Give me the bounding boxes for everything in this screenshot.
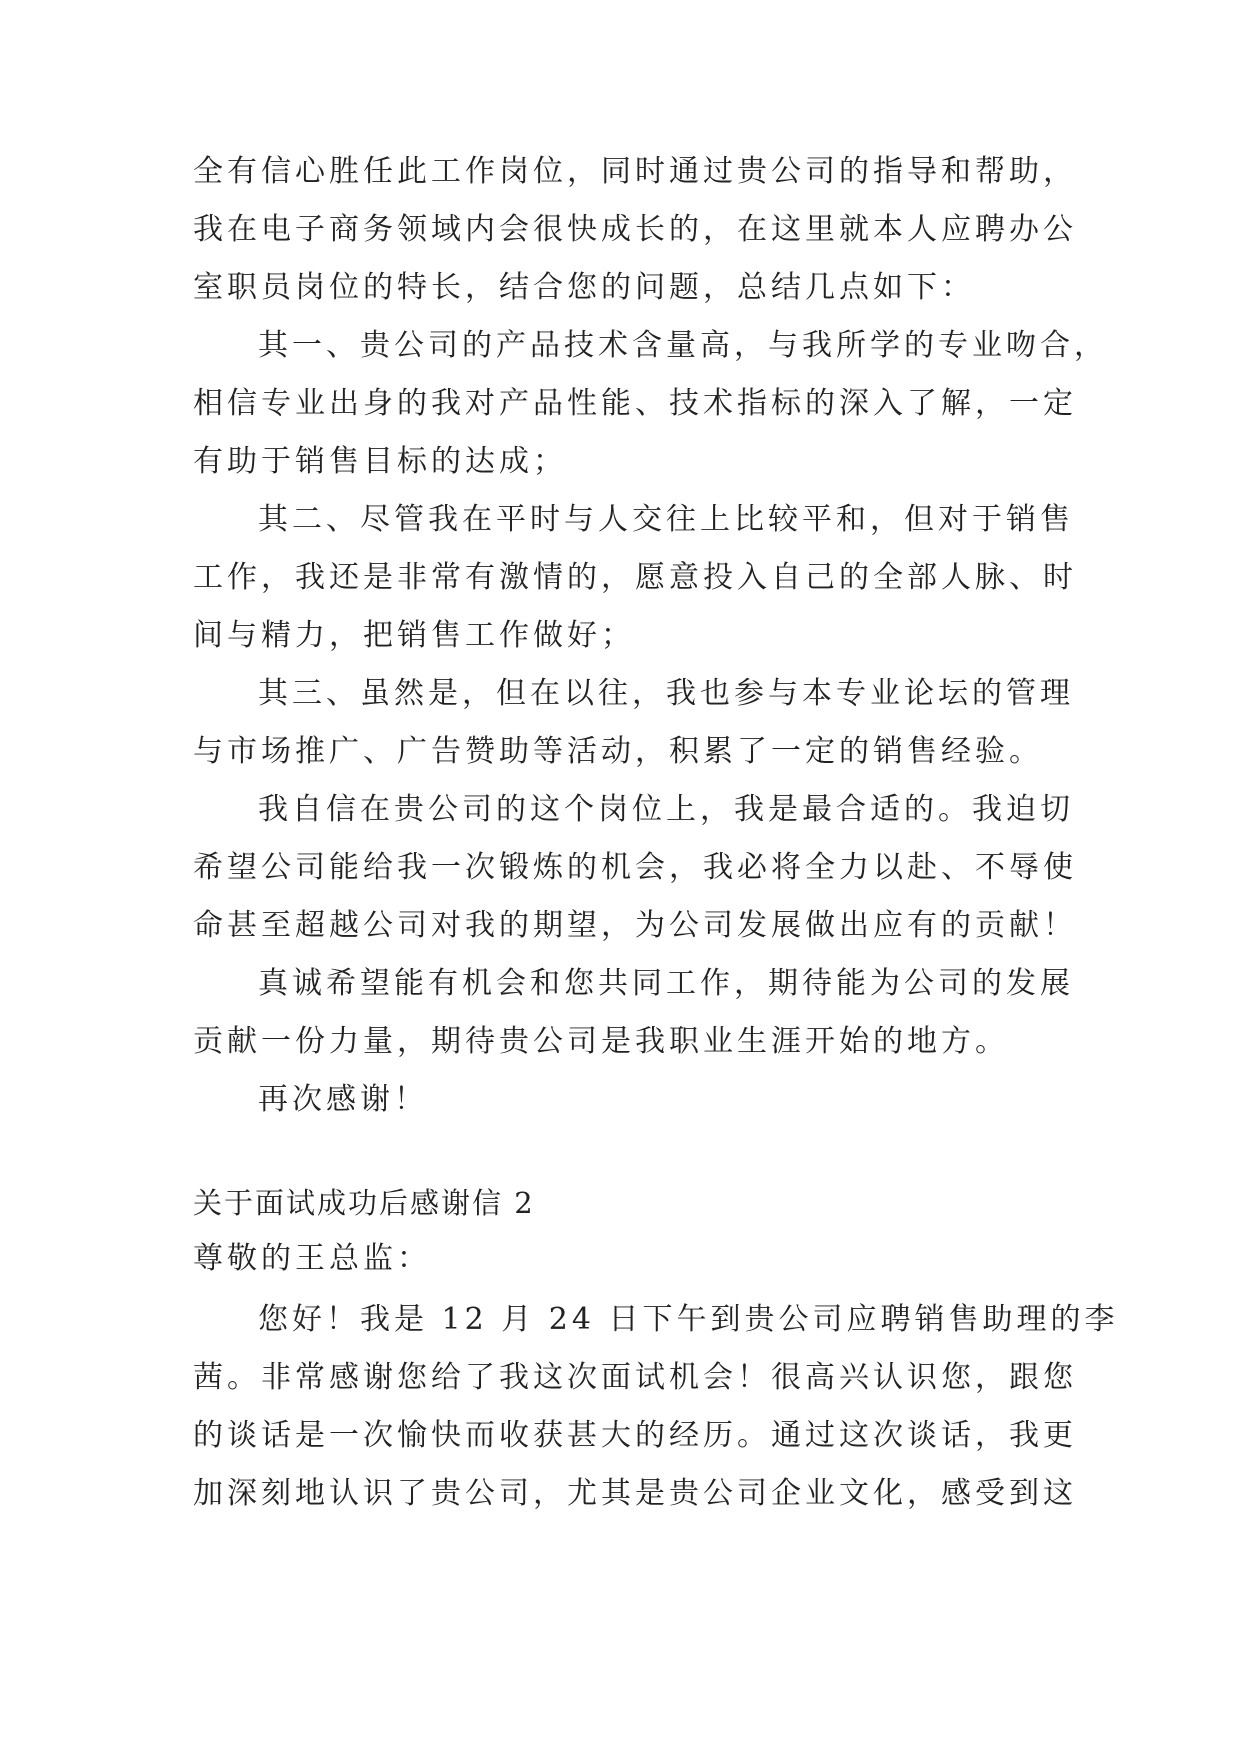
section-heading: 关于面试成功后感谢信 2 <box>193 1186 535 1220</box>
paragraph-line: 命甚至超越公司对我的期望，为公司发展做出应有的贡献！ <box>193 908 1077 943</box>
paragraph-line: 我自信在贵公司的这个岗位上，我是最合适的。我迫切 <box>258 792 1074 827</box>
paragraph-line: 其一、贵公司的产品技术含量高，与我所学的专业吻合， <box>258 328 1108 363</box>
paragraph-line: 有助于销售目标的达成； <box>193 444 567 479</box>
paragraph-line: 真诚希望能有机会和您共同工作，期待能为公司的发展 <box>258 966 1074 1001</box>
paragraph-line: 我在电子商务领域内会很快成长的，在这里就本人应聘办公 <box>193 212 1077 247</box>
paragraph-line: 其三、虽然是，但在以往，我也参与本专业论坛的管理 <box>258 676 1074 711</box>
paragraph-line: 其二、尽管我在平时与人交往上比较平和，但对于销售 <box>258 502 1074 537</box>
paragraph-line: 再次感谢！ <box>258 1082 428 1117</box>
paragraph-line: 全有信心胜任此工作岗位，同时通过贵公司的指导和帮助， <box>193 154 1077 189</box>
paragraph-line: 加深刻地认识了贵公司，尤其是贵公司企业文化，感受到这 <box>193 1476 1077 1511</box>
paragraph-line: 的谈话是一次愉快而收获甚大的经历。通过这次谈话，我更 <box>193 1418 1077 1453</box>
paragraph-line: 相信专业出身的我对产品性能、技术指标的深入了解，一定 <box>193 386 1077 421</box>
paragraph-line: 茜。非常感谢您给了我这次面试机会！很高兴认识您，跟您 <box>193 1360 1077 1395</box>
salutation: 尊敬的王总监： <box>193 1241 431 1276</box>
paragraph-line: 与市场推广、广告赞助等活动，积累了一定的销售经验。 <box>193 734 1043 769</box>
paragraph-line: 贡献一份力量，期待贵公司是我职业生涯开始的地方。 <box>193 1024 1009 1059</box>
paragraph-line: 间与精力，把销售工作做好； <box>193 618 635 653</box>
paragraph-line: 工作，我还是非常有激情的，愿意投入自己的全部人脉、时 <box>193 560 1077 595</box>
paragraph-line: 室职员岗位的特长，结合您的问题，总结几点如下： <box>193 270 975 305</box>
paragraph-line: 您好！我是 12 月 24 日下午到贵公司应聘销售助理的李 <box>258 1302 1119 1337</box>
paragraph-line: 希望公司能给我一次锻炼的机会，我必将全力以赴、不辱使 <box>193 850 1077 885</box>
